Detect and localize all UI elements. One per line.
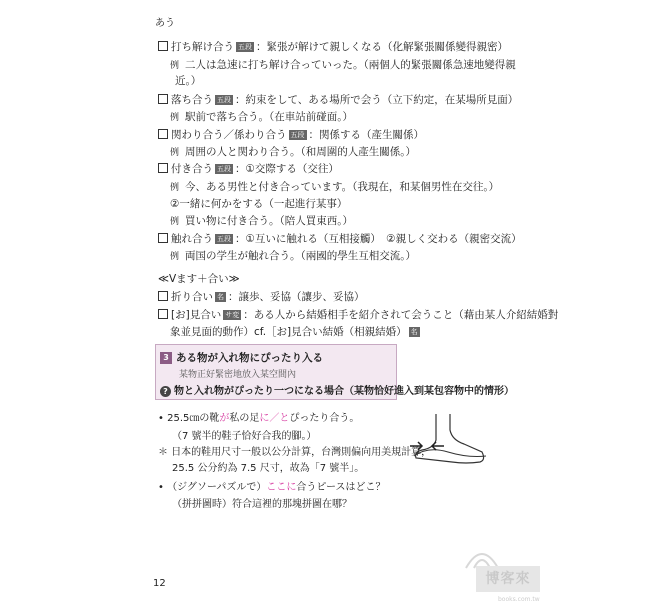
bullet-line <box>158 412 359 426</box>
entry-word: 触れ合う <box>171 233 213 245</box>
usage-question <box>160 382 514 397</box>
example-text: 両国の学生が触れ合う。（兩國的學生互相交流。） <box>185 250 417 262</box>
usage-subtitle: 某物正好緊密地放入某空間內 <box>179 370 297 380</box>
entry-line <box>158 128 424 142</box>
bullet-line <box>158 446 431 460</box>
bullet-mid: 私の足 <box>229 413 260 424</box>
section-number: 3 <box>160 352 172 364</box>
example-text: 今、ある男性と付き合っています。（我現在，和某個男性在交往。） <box>185 181 500 193</box>
example-label: 例 <box>170 252 180 262</box>
section-heading: ≪Vます＋合い≫ <box>158 273 240 285</box>
example-line <box>170 58 516 73</box>
entry-line <box>158 93 518 107</box>
example-text: 二人は急速に打ち解け合っていった。（兩個人的緊張關係急速地變得親 <box>185 59 516 71</box>
page-number: 12 <box>153 578 166 589</box>
entry-meaning: ：約束をして、ある場所で会う（立下約定，在某場所見面） <box>235 94 519 106</box>
entry-line <box>158 232 522 246</box>
entry-meaning: ：ある人から結婚相手を紹介されて会うこと（藉由某人介紹結婚對 <box>243 309 559 321</box>
entry-word: 打ち解け合う <box>171 41 234 53</box>
bullet-post: ぴったり合う。 <box>289 413 360 424</box>
checkbox-icon <box>158 129 168 139</box>
page-header: あう <box>155 18 175 29</box>
entry-meaning: ：①交際する（交往） <box>235 163 339 175</box>
pos-tag: 五段 <box>238 43 252 51</box>
bullet-translation: （7 號半的鞋子恰好合我的腳。） <box>172 431 317 442</box>
example-line <box>170 214 353 229</box>
bullet-mark: • <box>158 413 164 424</box>
entry-meaning: ：緊張が解けて親しくなる（化解緊張關係變得親密） <box>256 41 508 53</box>
usage-title-text: ある物が入れ物にぴったり入る <box>176 352 323 364</box>
watermark: 博客來 <box>476 566 540 592</box>
bullet-mark: ＊ <box>158 447 168 458</box>
entry-meaning-cont-text: 象並見面的動作）cf.［お]見合い結婚（相親結婚） <box>170 326 407 338</box>
note-cont: 25.5 公分約為 7.5 尺寸，故為「7 號半」。 <box>172 463 365 474</box>
entry-line <box>158 308 558 322</box>
checkbox-icon <box>158 309 168 319</box>
entry-word: 関わり合う／係わり合う <box>171 129 287 141</box>
bullet-mid: 合うピースはどこ？ <box>296 482 386 493</box>
pos-tag: 名 <box>410 328 418 336</box>
pos-tag: 五段 <box>290 131 305 139</box>
checkbox-icon <box>158 291 168 301</box>
pos-tag: 五段 <box>217 96 231 104</box>
pos-tag: サ変 <box>225 311 240 319</box>
example-text: 駅前で落ち合う。（在車站前碰面。） <box>185 111 354 123</box>
note-text: 日本的鞋用尺寸一般以公分計算，台灣則偏向用美規計算， <box>171 447 432 458</box>
checkbox-icon <box>158 163 168 173</box>
entry-extra-meaning: ②一緒に何かをする（一起進行某事） <box>170 198 348 210</box>
example-text: 周囲の人と関わり合う。（和周圍的人產生關係。） <box>185 146 417 158</box>
example-line <box>170 110 353 125</box>
checkbox-icon <box>158 41 168 51</box>
example-line <box>170 180 499 195</box>
bullet-pre: （ジグソーパズルで） <box>167 482 267 493</box>
bullet-translation: （拼拼圖時）符合這裡的那塊拼圖在哪？ <box>172 499 352 510</box>
example-label: 例 <box>170 217 180 227</box>
highlight: ここに <box>266 482 297 493</box>
checkbox-icon <box>158 233 168 243</box>
bullet-pre: 25.5㎝の靴 <box>167 413 220 424</box>
entry-word: [お]見合い <box>171 309 222 321</box>
entry-line <box>158 290 365 304</box>
highlight: に／と <box>259 413 290 424</box>
entry-meaning: ：関係する（產生關係） <box>308 129 424 141</box>
bullet-mark: • <box>158 482 164 493</box>
entry-word: 付き合う <box>171 163 213 175</box>
pos-tag: 名 <box>217 293 224 301</box>
watermark-url: books.com.tw <box>498 596 540 603</box>
entry-line <box>158 162 339 176</box>
question-icon: ? <box>160 386 171 397</box>
entry-word: 折り合い <box>171 291 213 303</box>
example-label: 例 <box>170 148 180 158</box>
entry-word: 落ち合う <box>171 94 213 106</box>
entry-meaning: ：譲歩、妥協（讓步、妥協） <box>228 291 365 303</box>
entry-line <box>158 40 508 54</box>
example-label: 例 <box>170 183 180 193</box>
entry-meaning: ：①互いに触れる（互相接觸） ②親しく交わる（親密交流） <box>235 233 522 245</box>
example-label: 例 <box>170 61 180 71</box>
example-label: 例 <box>170 113 180 123</box>
usage-title <box>160 350 323 365</box>
pos-tag: 五段 <box>217 165 231 173</box>
usage-question-text: 物と入れ物がぴったり一つになる場合（某物恰好進入到某包容物中的情形） <box>174 386 514 397</box>
example-line <box>170 145 416 160</box>
bullet-line <box>158 481 386 495</box>
example-text: 買い物に付き合う。（陪人買東西。） <box>185 215 354 227</box>
pos-tag: 五段 <box>217 235 231 243</box>
example-cont: 近。） <box>175 75 202 87</box>
example-line <box>170 249 416 264</box>
highlight: が <box>219 413 230 424</box>
checkbox-icon <box>158 94 168 104</box>
entry-meaning-cont <box>170 325 422 339</box>
